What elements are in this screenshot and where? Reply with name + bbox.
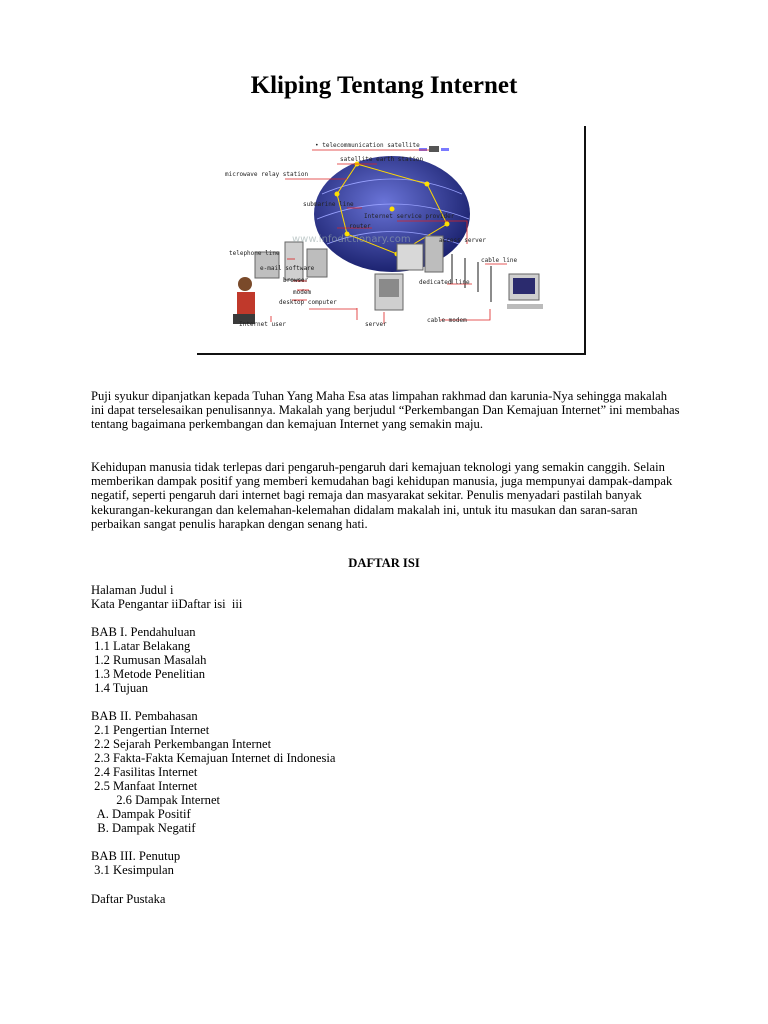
label-telephone-line: telephone line <box>229 250 280 257</box>
toc-item: 1.4 Tujuan <box>91 681 149 695</box>
toc-item: Daftar Pustaka <box>91 892 166 906</box>
toc-item: 2.1 Pengertian Internet <box>91 723 210 737</box>
toc-item: 1.2 Rumusan Masalah <box>91 653 207 667</box>
toc-item: 3.1 Kesimpulan <box>91 863 174 877</box>
toc-item: Kata Pengantar iiDaftar isi iii <box>91 597 243 611</box>
label-router: router <box>349 223 371 230</box>
label-cable-line: cable line <box>481 257 518 264</box>
second-paragraph: Kehidupan manusia tidak terlepas dari pengaruh-pengaruh dari kemajuan teknologi yang semakin canggih. Selain memberikan dampak positif yang memberi kemudahan bagi kehidupan manusia, juga mempunyai dampak-dampak negatif, seperti pengaruh dari internet bagi remaja dan masyarakat sekitar. Penulis menyadari pastilah banyak kekurangan-kekurangan dan kelemahan-kelemahan didalam makalah ini, untuk itu masukan dan saran-saran perbaikan sangat penulis harapkan dengan senang hati. <box>91 460 673 531</box>
toc-title: DAFTAR ISI <box>348 556 420 570</box>
label-microwave-relay: microwave relay station <box>225 171 309 178</box>
toc-item: B. Dampak Negatif <box>91 821 196 835</box>
toc-item: 2.4 Fasilitas Internet <box>91 765 198 779</box>
toc-item: BAB I. Pendahuluan <box>91 625 196 639</box>
internet-diagram-svg <box>197 124 587 356</box>
computer-left-icon <box>255 242 327 280</box>
satellite-icon <box>419 146 449 152</box>
internet-diagram-image <box>197 124 587 356</box>
watermark: www.infodictionary.com <box>292 234 411 245</box>
label-internet-user: Internet user <box>239 321 286 328</box>
toc-item: 1.1 Latar Belakang <box>91 639 191 653</box>
toc-item: BAB II. Pembahasan <box>91 709 198 723</box>
toc-item: 2.3 Fakta-Fakta Kemajuan Internet di Indonesia <box>91 751 336 765</box>
label-email-software: e-mail software <box>260 265 315 272</box>
label-telecom-satellite: • telecommunication satellite <box>315 142 420 149</box>
label-modem: modem <box>293 289 312 296</box>
toc-item: 2.2 Sejarah Perkembangan Internet <box>91 737 272 751</box>
label-browser: browser <box>283 277 309 284</box>
toc-item: Halaman Judul i <box>91 583 174 597</box>
label-satellite-earth-station: satellite earth station <box>340 156 424 163</box>
label-desktop-computer: desktop computer <box>279 299 337 306</box>
computer-right-icon <box>507 274 543 309</box>
toc-item: 2.5 Manfaat Internet <box>91 779 198 793</box>
toc-item: 2.6 Dampak Internet <box>91 793 221 807</box>
label-server: server <box>365 321 387 328</box>
intro-paragraph: Puji syukur dipanjatkan kepada Tuhan Yang Maha Esa atas limpahan rakhmad dan karunia-Nya sehingga makalah ini dapat terselesaikan penulisannya. Makalah yang berjudul “Perkembangan Dan Kemajuan Internet” ini membahas tentang bagaimana perkembangan dan kemajuan Internet yang semakin maju. <box>91 389 680 432</box>
label-isp: Internet service provider <box>364 213 455 220</box>
label-submarine-line: submarine line <box>303 201 354 208</box>
toc-item: A. Dampak Positif <box>91 807 191 821</box>
label-cable-modem: cable modem <box>427 317 467 324</box>
server-icon <box>375 274 403 310</box>
toc-item: 1.3 Metode Penelitian <box>91 667 206 681</box>
toc-item: BAB III. Penutup <box>91 849 181 863</box>
label-dedicated-line: dedicated line <box>419 279 470 286</box>
document-title: Kliping Tentang Internet <box>250 72 518 99</box>
label-access-server: access server <box>439 237 486 244</box>
internet-user-figure <box>233 277 255 324</box>
